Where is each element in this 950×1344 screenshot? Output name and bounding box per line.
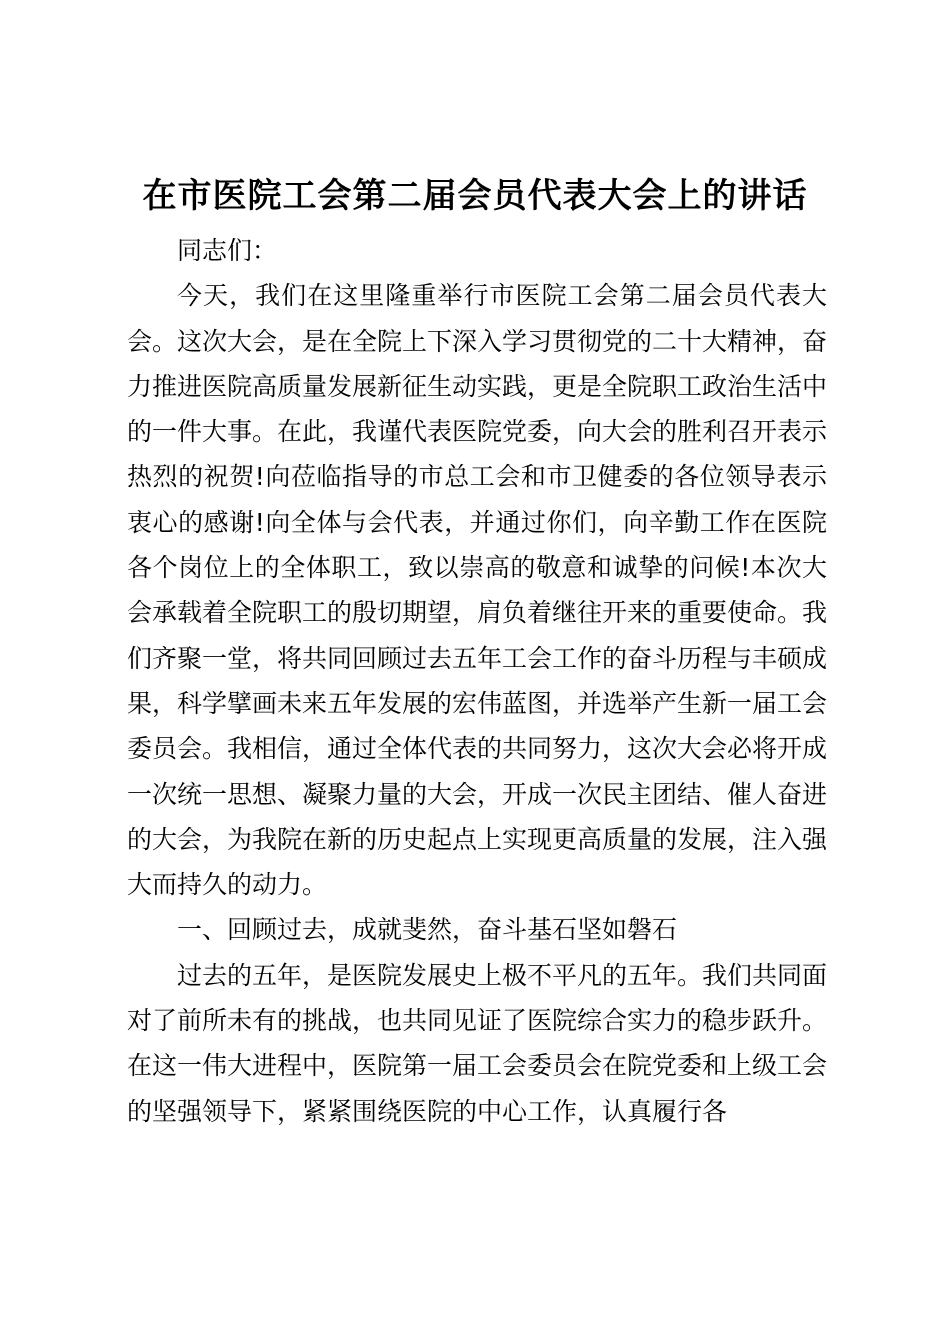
salutation: 同志们：: [177, 236, 278, 265]
document-title: 在市医院工会第二届会员代表大会上的讲话: [142, 176, 808, 216]
section-heading: 一、回顾过去，成就斐然，奋斗基石坚如磐石: [177, 915, 678, 945]
opening-paragraph: 今天，我们在这里隆重举行市医院工会第二届会员代表大会。这次大会，是在全院上下深入学习贯彻党的二十大精神，奋力推进医院高质量发展新征生动实践，更是全院职工政治生活中的一件大事。在此，我谨代表医院党委，向大会的胜利召开表示热烈的祝贺!向莅临指导的市总工会和市卫健委的各位领导表示衷心的感谢!向全体与会代表，并通过你们，向辛勤工作在医院各个岗位上的全体职工，致以崇高的敬意和诚挚的问候!本次大会承载着全院职工的殷切期望，肩负着继往开来的重要使命。我们齐聚一堂，将共同回顾过去五年工会工作的奋斗历程与丰硕成果，科学擘画未来五年发展的宏伟蓝图，并选举产生新一届工会委员会。我相信，通过全体代表的共同努力，这次大会必将开成一次统一思想、凝聚力量的大会，开成一次民主团结、催人奋进的大会，为我院在新的历史起点上实现更高质量的发展，注入强大而持久的动力。: [127, 281, 828, 900]
document-body: [127, 228, 827, 1134]
section-paragraph: 过去的五年，是医院发展史上极不平凡的五年。我们共同面对了前所未有的挑战，也共同见证了医院综合实力的稳步跃升。在这一伟大进程中，医院第一届工会委员会在院党委和上级工会的坚强领导下，紧紧围绕医院的中心工作，认真履行各: [127, 960, 828, 1126]
